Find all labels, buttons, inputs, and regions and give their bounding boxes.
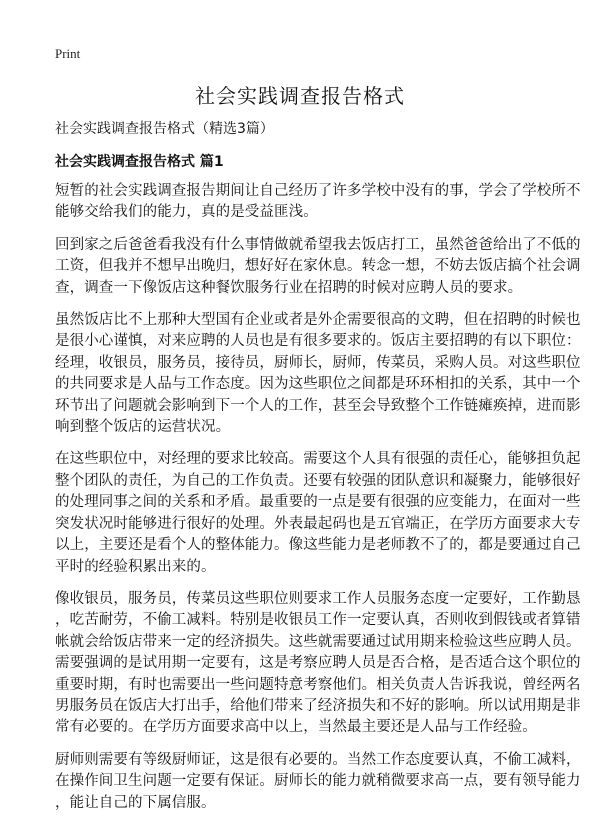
paragraph-line: 回到家之后爸爸看我没有什么事情做就希望我去饭店打工，虽然爸爸给出了不低的 bbox=[55, 236, 581, 253]
paragraph bbox=[55, 310, 581, 438]
paragraph-line: 整个团队的责任，为自己的工作负责。还要有较强的团队意识和凝聚力，能够很好 bbox=[55, 472, 581, 489]
print-link[interactable]: Print bbox=[55, 46, 81, 61]
paragraph-line: 虽然饭店比不上那种大型国有企业或者是外企需要很高的文聘，但在招聘的时候也 bbox=[55, 312, 581, 329]
paragraph-line: 短暂的社会实践调查报告期间让自己经历了许多学校中没有的事，学会了学校所不 bbox=[55, 183, 581, 199]
document-title: 社会实践调查报告格式 bbox=[195, 84, 405, 108]
section-heading: 社会实践调查报告格式 篇1 bbox=[55, 154, 224, 170]
paragraph-line: 像收银员，服务员，传菜员这些职位则要求工作人员服务态度一定要好，工作勤恳 bbox=[55, 590, 581, 607]
paragraph-line: 是很小心谨慎，对来应聘的人员也是有很多要求的。饭店主要招聘的有以下职位： bbox=[55, 333, 581, 350]
paragraph bbox=[55, 449, 581, 577]
paragraph-line: 需要强调的是试用期一定要有，这是考察应聘人员是否合格，是否适合这个职位的 bbox=[55, 655, 581, 672]
paragraph bbox=[55, 235, 581, 299]
paragraph-line: 能够交给我们的能力，真的是受益匪浅。 bbox=[55, 204, 318, 221]
paragraph-line: 帐就会给饭店带来一定的经济损失。这些就需要通过试用期来检验这些应聘人员。 bbox=[55, 633, 581, 650]
paragraph-line: 经理，收银员，服务员，接待员，厨师长，厨师，传菜员，采购人员。对这些职位 bbox=[55, 354, 581, 371]
paragraph bbox=[55, 589, 581, 739]
paragraph bbox=[55, 750, 581, 814]
paragraph-line: 平时的经验积累出来的。 bbox=[55, 558, 216, 575]
paragraph-line: 突发状况时能够进行很好的处理。外表最起码也是五官端正，在学历方面要求大专 bbox=[55, 515, 581, 532]
paragraph-line: 常有必要的。在学历方面要求高中以上，当然最主要还是人品与工作经验。 bbox=[55, 719, 537, 736]
paragraph-line: 在操作间卫生问题一定要有保证。厨师长的能力就稍微要求高一点，要有领导能力 bbox=[55, 773, 581, 790]
document-body bbox=[55, 119, 581, 825]
paragraph-line: 重要时期，有时也需要出一些问题特意考察他们。相关负责人告诉我说，曾经两名 bbox=[55, 676, 581, 693]
paragraph-line: 在这些职位中，对经理的要求比较高。需要这个人具有很强的责任心，能够担负起 bbox=[55, 451, 581, 468]
paragraph-line: 环节出了问题就会影响到下一个人的工作，甚至会导致整个工作链瘫痪掉，进而影 bbox=[55, 397, 581, 414]
document-subtitle: 社会实践调查报告格式（精选3篇） bbox=[55, 121, 274, 137]
paragraph-line: 以上，主要还是看个人的整体能力。像这些能力是老师教不了的，都是要通过自己 bbox=[55, 537, 581, 554]
paragraph-line: 男服务员在饭店大打出手，给他们带来了经济损失和不好的影响。所以试用期是非 bbox=[55, 697, 581, 714]
paragraph-line: 工资，但我并不想早出晚归，想好好在家休息。转念一想，不妨去饭店搞个社会调 bbox=[55, 258, 581, 275]
paragraph-line: 厨师则需要有等级厨师证，这是很有必要的。当然工作态度要认真，不偷工减料， bbox=[55, 751, 581, 768]
paragraph-line: 的处理同事之间的关系和矛盾。最重要的一点是要有很强的应变能力，在面对一些 bbox=[55, 494, 581, 511]
paragraph bbox=[55, 181, 581, 224]
paragraph-line: ，能让自己的下属信服。 bbox=[55, 794, 216, 811]
paragraph-line: 查，调查一下像饭店这种餐饮服务行业在招聘的时候对应聘人员的要求。 bbox=[55, 279, 523, 296]
paragraph-line: 的共同要求是人品与工作态度。因为这些职位之间都是环环相扣的关系，其中一个 bbox=[55, 376, 581, 393]
paragraphs bbox=[55, 181, 581, 814]
paragraph-line: 响到整个饭店的运营状况。 bbox=[55, 419, 231, 436]
paragraph-line: ，吃苦耐劳，不偷工减料。特别是收银员工作一定要认真，否则收到假钱或者算错 bbox=[55, 612, 581, 629]
